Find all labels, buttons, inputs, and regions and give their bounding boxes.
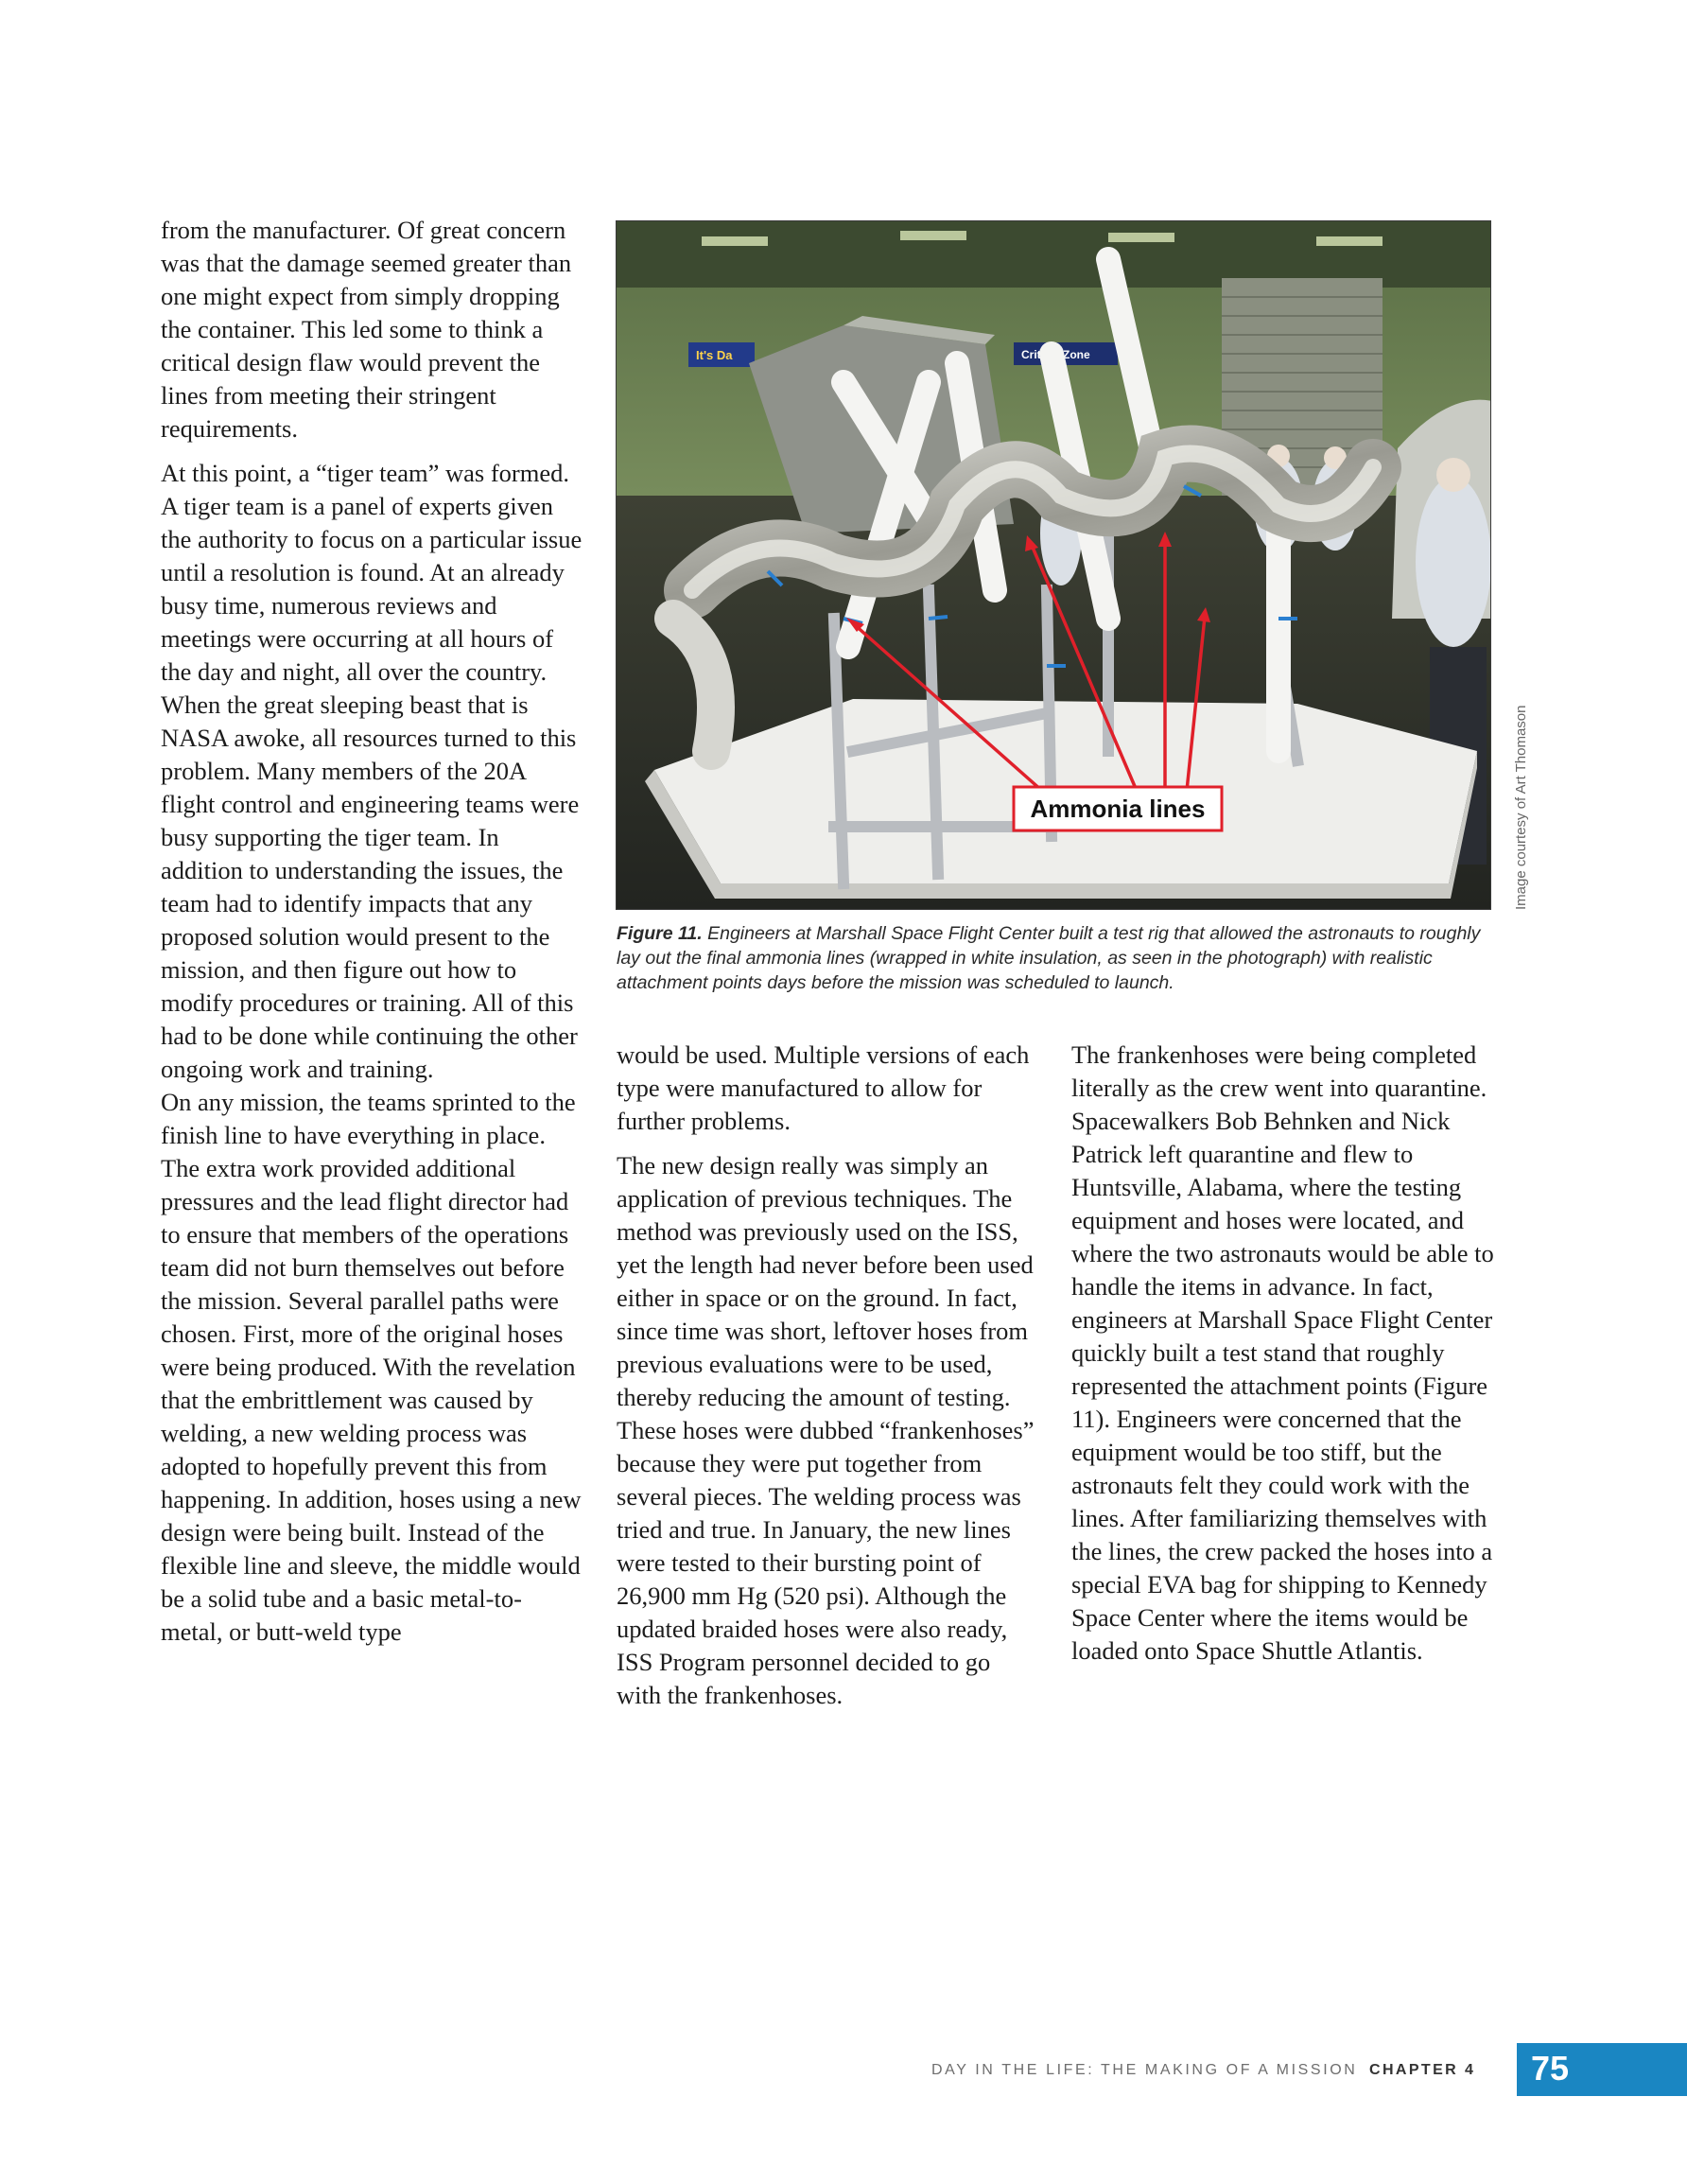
paragraph: At this point, a “tiger team” was formed. A tiger team is a panel of experts given the authority to focus on a particular issue until a resolution is found. At an already busy time, numerous reviews and meetings were occurring at all hours of the day and night, all over the country. When the great sleeping beast that is NASA awoke, all resources turned to this problem. Many members of the 20A flight control and engineering teams were busy supporting the tiger team. In addition to understanding the issues, the team had to identify impacts that any proposed solution would present to the mission, and then figure out how to modify procedures or training. All of this had to be done while continuing the other ongoing work and training. [161, 459, 583, 1083]
figure-caption [617, 921, 1496, 995]
text-column-3 [1071, 1039, 1502, 1679]
figure-photo [616, 220, 1491, 910]
page-number-badge [1517, 2043, 1687, 2096]
running-title: DAY IN THE LIFE: THE MAKING OF A MISSION [931, 2062, 1358, 2078]
test-rig-illustration [617, 221, 1491, 910]
figure-caption-text: Engineers at Marshall Space Flight Center built a test rig that allowed the astronauts to roughly lay out the final ammonia lines (wrapped in white insulation, as seen in the photograph) with realistic attachment points days before the mission was scheduled to launch. [617, 923, 1481, 993]
banner-right-text: Critical Zone [1021, 348, 1090, 361]
banner-left-text: It's Da [696, 348, 733, 362]
paragraph: The frankenhoses were being completed literally as the crew went into quarantine. Spacewalkers Bob Behnken and Nick Patrick left quarantine and flew to Huntsville, Alabama, where the testing equipment and hoses were located, and where the two astronauts would be able to handle the items in advance. In fact, engineers at Marshall Space Flight Center quickly built a test stand that roughly represented the attachment points (Figure 11). Engineers were concerned that the equipment would be too stiff, but the astronauts felt they could work with the lines. After familiarizing themselves with the lines, the crew packed the hoses into a special EVA bag for shipping to Kennedy Space Center where the items would be loaded onto Space Shuttle Atlantis. [1071, 1040, 1494, 1665]
ammonia-lines-label: Ammonia lines [1030, 795, 1206, 823]
paragraph: The new design really was simply an application of previous techniques. The method was previously used on the ISS, yet the length had never before been used either in space or on the ground. In fact, since time was short, leftover hoses from previous evaluations were to be used, thereby reducing the amount of testing. These hoses were dubbed “frankenhoses” because they were put together from several pieces. The welding process was tried and true. In January, the new lines were tested to their bursting point of 26,900 mm Hg (520 psi). Although the updated braided hoses were also ready, ISS Program personnel decided to go with the frankenhoses. [617, 1151, 1035, 1709]
paragraph: On any mission, the teams sprinted to the finish line to have everything in place. The extra work provided additional pressures and the lead flight director had to ensure that members of the operations team did not burn themselves out before the mission. Several parallel paths were chosen. First, more of the original hoses were being produced. With the revelation that the embrittlement was caused by welding, a new welding process was adopted to hopefully prevent this from happening. In addition, hoses using a new design were being built. Instead of the flexible line and sleeve, the middle would be a solid tube and a basic metal-to-metal, or butt-weld type [161, 1088, 582, 1646]
chapter-label: CHAPTER 4 [1369, 2062, 1476, 2078]
text-column-1 [161, 214, 583, 1660]
image-credit: Image courtesy of Art Thomason [1513, 705, 1529, 910]
figure-label: Figure 11. [617, 923, 703, 944]
text-column-2 [617, 1039, 1040, 1723]
page-number: 75 [1530, 2049, 1570, 2088]
paragraph: would be used. Multiple versions of each type were manufactured to allow for further problems. [617, 1040, 1030, 1135]
paragraph: from the manufacturer. Of great concern was that the damage seemed greater than one might expect from simply dropping the container. This led some to think a critical design flaw would prevent the lines from meeting their stringent requirements. [161, 216, 572, 443]
